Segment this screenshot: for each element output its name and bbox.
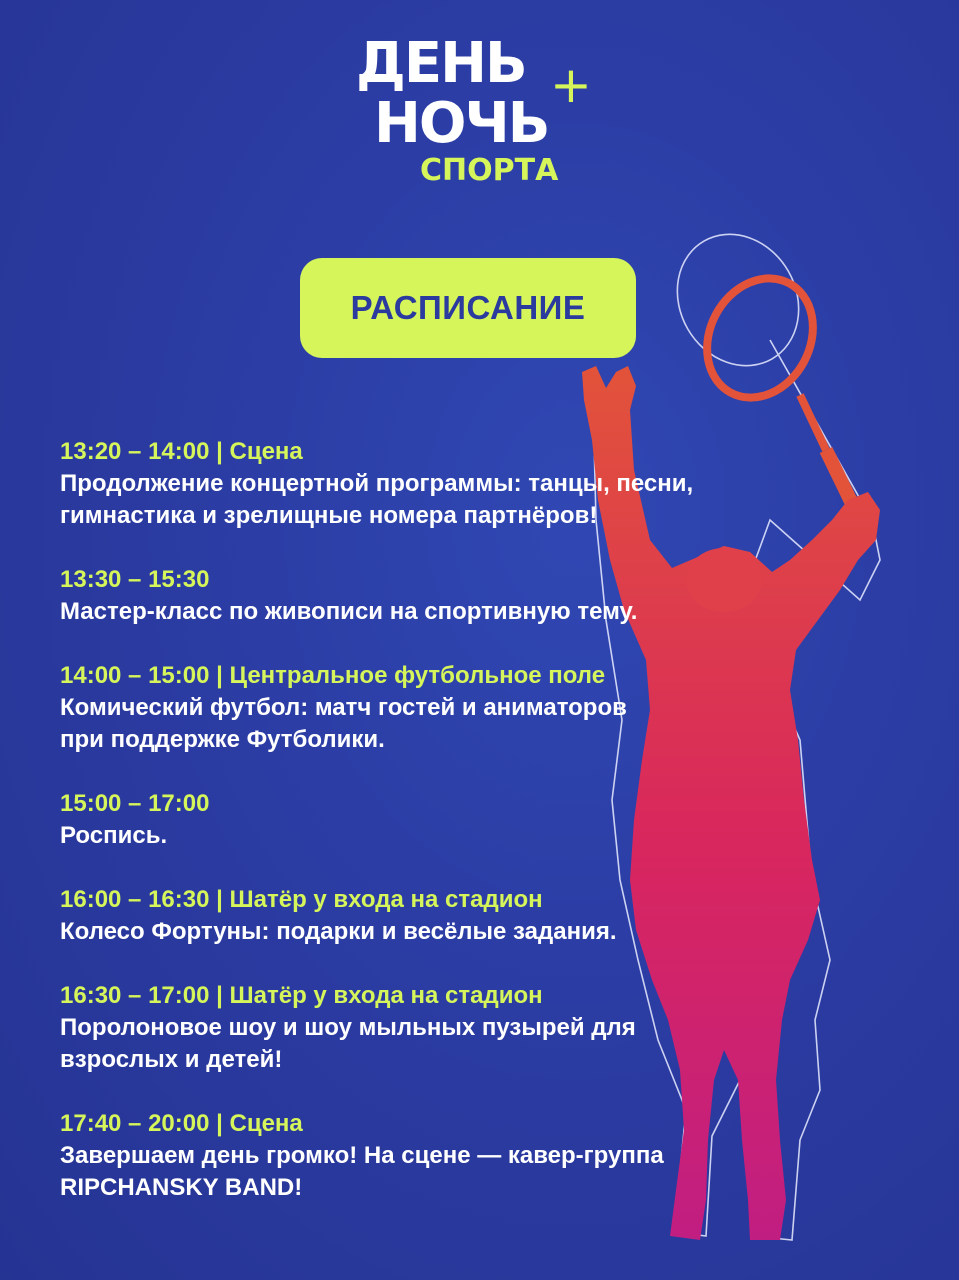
schedule-title-badge: РАСПИСАНИЕ [300, 258, 636, 358]
event-time: 15:00 – 17:00 [60, 790, 210, 817]
logo-word-day: ДЕНЬ [356, 31, 526, 96]
event-time: 16:00 – 16:30 | Шатёр у входа на стадион [60, 886, 543, 913]
logo-word-night: НОЧЬ [374, 91, 549, 156]
event-description [60, 692, 627, 756]
event-description-line: гимнастика и зрелищные номера партнёров! [60, 502, 598, 529]
logo-plus-icon: + [550, 56, 590, 114]
schedule-item [60, 980, 636, 1076]
event-description-line: Комический футбол: матч гостей и аниматоров [60, 694, 627, 721]
event-description-line: Роспись. [60, 822, 168, 849]
event-description [60, 596, 637, 628]
event-description-line: Мастер-класс по живописи на спортивную тему. [60, 598, 638, 625]
event-time: 17:40 – 20:00 | Сцена [60, 1110, 303, 1137]
event-time: 16:30 – 17:00 | Шатёр у входа на стадион [60, 982, 543, 1009]
schedule-item [60, 884, 617, 948]
schedule-item [60, 788, 209, 852]
schedule-item [60, 436, 693, 532]
event-time: 13:20 – 14:00 | Сцена [60, 438, 303, 465]
schedule-item [60, 564, 637, 628]
schedule-item [60, 660, 627, 756]
event-description-line: RIPCHANSKY BAND! [60, 1174, 303, 1201]
event-description-line: Поролоновое шоу и шоу мыльных пузырей для [60, 1014, 636, 1041]
event-description-line: взрослых и детей! [60, 1046, 283, 1073]
event-description [60, 468, 693, 532]
event-description [60, 916, 617, 948]
event-logo [354, 31, 594, 194]
event-description [60, 820, 209, 852]
event-time: 14:00 – 15:00 | Центральное футбольное поле [60, 662, 606, 689]
event-time: 13:30 – 15:30 [60, 566, 210, 593]
event-description [60, 1012, 636, 1076]
event-description [60, 1140, 664, 1204]
event-description-line: Завершаем день громко! На сцене — кавер-группа [60, 1142, 664, 1169]
event-description-line: Продолжение концертной программы: танцы, песни, [60, 470, 694, 497]
schedule-item [60, 1108, 664, 1204]
event-description-line: Колесо Фортуны: подарки и весёлые задания. [60, 918, 617, 945]
event-description-line: при поддержке Футболики. [60, 726, 385, 753]
logo-word-sport: СПОРТА [420, 153, 559, 188]
